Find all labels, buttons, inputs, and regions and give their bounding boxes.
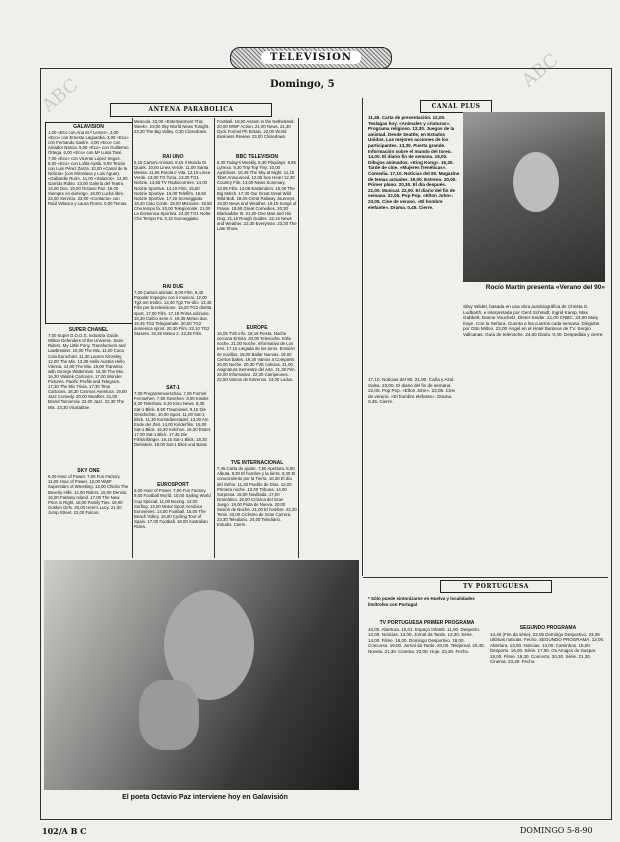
skyone-title: SKY ONE <box>77 468 100 475</box>
tvport-intro: * Sólo puede sintonizarse en Huelva y localidades limítrofes con Portugal <box>368 596 475 607</box>
column-3 <box>217 119 297 554</box>
octavio-paz-caption: El poeta Octavio Paz interviene hoy en Galavisión <box>122 794 288 801</box>
page-footer-right: DOMINGO 5-8-90 <box>520 826 593 835</box>
column-4 <box>368 115 460 557</box>
skyone-text: 6,00 Hour of Power. 7,00 Fun Factory. 11,00 Hour of Power. 12,00 WWF Superstars of Wrestling. 13,00 Chicks The Beverly Hills. 14,00 Riders. 15,00 Dennis. 16,00 Fantasy Island. 17,00 The New Price is Right. 18,00 Family Ties. 19,00 Golden Girls. 20,00 Here's Lucy. 21,00 Jump Street. 22,00 Falcon. <box>48 474 129 515</box>
tve-internacional-title: TVE INTERNACIONAL <box>230 460 284 467</box>
date-heading: Domingo, 5 <box>270 79 335 90</box>
tvport-column-a <box>368 596 486 817</box>
watermark-right: ABC <box>517 49 563 92</box>
col2-top-text: Mescola. 22,00 «Entertainment This Week». 23,00 Sky World News Tonight. 23,30 The Big Valley. 0,30 Closedown. <box>134 119 210 135</box>
column-1 <box>48 125 129 544</box>
tvport-segundo-text: 14,45 (Fim da série). 23,05 Domingo Desportivo. 23,35 Ultimas noticias. Fecho. SEGUNDO PROGRAMA. 12,00. Abertura. 13,00. Noticias. 14,00. Caminhos. 15,00. Desporto. 16,00. Série. 17,00. Os Amigos do Gaspar. 18,00. Filme. 19,30. Concerto. 20,30. Série. 21,30. Cinema. 23,30. Fecho. <box>490 631 605 664</box>
raiuno-text: 6,15 Cartoni Animati. 9,15 Il Mondo Di Quark. 10,00 Linea Verde. 11,00 Santa Messa. 11,55 Parola e Vita. 12,15 Linea Verde. 13,00 TG l'Una. 13,30 TG1 Notizie. 13,55 TV Radiocorriere. 14,00 Notizie Sportive. 14,15 Film. 15,50 Notizie Sportive. 16,00 Telefilm. 16,50 Notizie Sportive. 17,20 Sceneggiato. 18,40 Ciao Conte. 19,00 Missione. 19,50 Che tempo fa. 20,00 Telegiornale. 21,00 La Domenica Sportiva. 24,00 TG1 Notte. Che Tempo Fa. 0,10 Sceneggiato. <box>134 160 212 222</box>
tvport-primer-text: 10,00. Abertura. 10,01. Espaço Infantil. 11,00. Desporto. 12,00. Noticias. 13,00. Jornal da Tarde. 13,30. Série. 14,00. Filme. 16,00. Domingo Desportivo. 18,00. Concurso. 19,00. Jornal da Tarde. 20,00. Telejornal. 20,45. Novela. 21,30. Cinema. 23,00. Hoje. 23,30. Fecho. <box>368 626 485 654</box>
bbc-title: BBC TELEVISION <box>236 154 278 160</box>
canal-plus-text: 11,45. Carta de presentación. 12,00. Teslagas hoy. «Animales y criaturas». Programa religioso. 12,30. Juegos de la amistad. Desde Seattle, en Estados Unidos. Las mejores acciones de los participantes. 13,30. Puerta grande. Información sobre el mundo del toreo. 14,00. El diario fin de semana. 15,00. Dibujos animados. «King Kong». 15,30. Tarde de cine. «Mujeres frenéticas». Comedia. 17,10. Noticias del 90. Magazine de temas actuales. 19,00. Estreno. 20,00. Primer plano. 20,30. El día después. 21,00. Musical. 22,00. El diario del fin de semana. 22,05. Pop Pop. «Elton John». 23,05. Cine de verano. «El hombre elefante». Drama. 0,45. Cierre. <box>368 115 460 210</box>
divider-tvport-top <box>363 577 608 578</box>
sat1-title: SAT-1 <box>166 385 180 392</box>
eurosport-title: EUROSPORT <box>157 482 189 489</box>
col3-top-text: Football. 19,00 Assam in the Netherland. 20,00 WWF Action. 21,00 News. 21,30 Dyck Formel Ph Britain. 22,00 World Business Review. 23,00 Closedown. <box>217 119 295 140</box>
tvport-segundo-title: SEGUNDO PROGRAMA <box>519 625 577 631</box>
rocio-martin-caption: Rocío Martín presenta «Verano del 90» <box>485 284 605 291</box>
column-2 <box>134 119 212 558</box>
tvport-column-b <box>490 596 606 812</box>
octavio-paz-photo <box>44 560 359 790</box>
divider-col2 <box>132 118 133 558</box>
canal-plus-lower-text: 17,10. Noticias del 90. 21,00. Caña y Azul. Salsa. 22,00. El diario del fin de semana. 22,05. Pop Pop. «Elton John». 23,05. Cine de verano. «El hombre elefante». Drama. 0,45. Cierre. <box>368 377 456 405</box>
raidue-text: 7,00 Cartoni animati. 8,00 Film. 9,45 Popular Impegno con il musical. 12,00 Tg2 ore tredici. 13,30 Tg2 Tre-dici. 13,45 Film per la televisione. 15,20 TG2 diretta sport. 17,00 Film. 17,15 Prima edizione. 18,30 Calcio serie A. 19,35 Meteo due. 19,45 TG2 Telegiornale. 20,00 TG2 domenica sprint. 20,30 Film. 22,10 TG2 Stasera. 22,25 Meteo 2. 22,35 Film. <box>134 290 212 336</box>
galavision-title: GALAVISION <box>73 124 104 130</box>
divider-col4 <box>298 118 299 558</box>
superchannel-title: SUPER CHANEL <box>68 327 109 334</box>
antena-parabolica-header: ANTENA PARABOLICA <box>110 103 272 117</box>
tv-portuguesa-header: TV PORTUGUESA <box>440 580 552 593</box>
superchannel-text: 7,00 Super D.O.O.S. Industria Guide. Wilton Defenders of the Universe. Sara-Riders. My Little Pony. Transformers and Lawbreaker. 10,00 The Mix. 11,00 Coca Cola Eurochart. 11,30 Lauren Kinssley. 12,00 The Mix. 13,30 Hello Austria Hello Vienna. 14,00 The Mix. 15,00 Transmix with George Watterman. 16,30 The Mix. 16,30 Valutek Cartoons. 17,00 Wonder Pictures. Pacific Profile and Telegram. 17,30 The Mix Trivia. 17,30 Time Cartoons. 18,30 Cosmos Aventura. 19,00 Jazz Comedy. 20,00 Weather. 21,00 Brand Tomorrow. 22,00 Jazz. 22,30 The Mix. 23,30 Vicotabbie. <box>48 333 127 410</box>
television-banner <box>230 47 392 69</box>
raiuno-title: RAI UNO <box>162 154 184 160</box>
page-footer-left: 102/A B C <box>42 826 87 836</box>
galavision-text: 1,00 «Eco con Ana M.ª Lerner». 2,00 «Eco» con Ernesto Laguardia. 3,00 «Eco» con Fernando Sastre. 4,00 «Eco» con Amador Narcia. 5,00 «Eco» con Guillermo Ortega. 6,00 «Eco» con Mª Luisa Tasé. 7,00 «Eco» con Vicente López Segoe. 8,00 «Eco» con Lolita Ayala. 9,00 Tesión con Luis Pérez Zarza. 10,00 «Canal de la Noticia» (con Miroslava y Luis Aguar). «Gabardie Ruiz». 11,00 «Salazos». 12,00 Garrido Rubio. 13,00 Galería del Teatro. 14,00 Dos. 15,00 Octavio Paz. 16,00 Siempre en domingo. 18,00 Lucha libre. 22,00 Servicio. 23,00 «Contacto» con Raúl Velasco y Laura Flores. 0,00 Temas. <box>48 130 129 207</box>
canal-plus-header: CANAL PLUS <box>420 100 492 113</box>
banner-title: TELEVISION <box>261 51 361 64</box>
tve-internacional-text: 7,45 Carta de ajuste. 7,50 Apertura. 8,00 Albuta. 8,30 El hombre y la tierra. 9,30 El conocimiento por la Tierra. 10,30 El día del Señor. 11,30 Pueblo de Dios. 12,00 Primera noche. 13,30 Tribuna. 14,00 Sorpresa. 15,00 Novillada. 17,00 Dramática. 18,00 Crónica del Gran Juego. 19,00 Pista de Nueva. 20,00 Sesión de Noche. 21,00 El hombre. 22,30 Tenis. 23,00 Ciclismo de Gran Carrera. 23,30 Telediario. 24,00 Telediario. Estudio. Cierre. <box>217 466 297 528</box>
tvport-primer-title: TV PORTUGUESA PRIMER PROGRAMA <box>379 620 475 626</box>
watermark-left: ABC <box>37 74 83 117</box>
divider-col3 <box>214 118 215 558</box>
raidue-title: RAI DUE <box>162 284 184 291</box>
divider-canal <box>362 98 363 576</box>
octavio-paz-hand <box>139 680 199 750</box>
eurosport-text: 6,00 Hour of Power. 7,00 Fun Factory. 9,00 Football World. 10,00 Sailing World Cup Special. 11,00 Boxing. 12,00 Surfing. 13,00 Motor Sport Aerobics Euroseries. 14,00 Football. 15,00 The Beach Volley. 16,00 Cycling Tour of Spain. 17,00 Football. 18,00 Australian Rules. <box>134 488 211 530</box>
europe-title: EUROPE <box>246 325 268 332</box>
portrait-face <box>513 152 559 212</box>
column-5-text <box>463 304 605 574</box>
column-5-body: Silvy Wilder, basada en una obra autobiográfica de Christa G. Ludbarth, e interpretada por Gerd Schmidt, Ingrid Kamp, Max Gabbett, Danne Vouchelz, Dieter Seider. 21,00 CNBC. 23,00 Mary Kaye. Con la Señora. Cuenta a los cuartos cada semana. Dirigidos por Otto Milton. 23,00 Ángel en el Hotel Burdeos de TV. Sergio Vallcanas. Guía de telenoche. 24,00 Diario. 0,40. Despedida y cierre. <box>463 304 604 337</box>
rocio-martin-photo <box>463 112 605 282</box>
bbc-text: 6,30 Today's Weekly. 8,30 Playdays. 8,55 Lytrexa. 9,30 Trip Top Tiny. 10,00 Ausblixos. 10,45 The Sky at Night. 11,15 Tibet Announced. 12,05 See Hear! 12,30 Country File. 13,00 News Summary. 13,05 Film. 14,05 Eastenders. 15,00 The Big Match. 17,30 Our Great Great Wild Wild Bob. 18,00 Great Railway Journeys. 19,00 News and Weather. 19,15 Songs of Praise. 19,50 Great Comedies. 20,30 Blackadder III. 21,00 One Man and His Dog. 21,15 Rough Guides. 22,15 News and Weather. 22,30 Everyman. 23,20 The Late Show. <box>217 160 297 232</box>
europe-text: 16,05 TVE info. 18,15 Fiesta. Noche cercana Ermita. 20,00 Telenoche. Esta noche. 21,00 Noche. Informativo de Los tres. 17,15 Liegada de los toros. Emisión de novillos. 18,00 Bailar Nuevas. 19,00 Ciertos bailes. 19,30 Vamos a Compartir. 20,00 Noche. 20,30 TVE noticias. 21,00 Asignatura Semestre del Arte. 21,30 Pim. 22,00 Informativo. 22,30 Campeones. 22,50 Vamos de Estrenos. 23,00 Ludus. <box>217 331 296 383</box>
sat1-text: 7,00 Programmvorschau. 7,05 Formel Fernsehen. 7,50 Gesehen. 8,00 Kinder. 8,30 Teleshow. 8,30 Kino News. 8,35 Sat-1 Blick. 8,50 Trauminsel. 9,15 Die Geschichte. 10,00 Sport. 11,00 Sat-1 Blick. 11,30 Komödienstadel. 13,30 Am Ende der Zeit. 14,00 Kinderfilm. 15,00 Sat-1 Blick. 15,30 Kolchon. 16,30 Erstet. 17,00 Sat-1 Blick. 17,45 Die Filmanfänger. 18,15 Sat-1 Blick. 18,30 Diebstein. 19,00 Sat-1 Blick und Band. <box>134 391 212 448</box>
